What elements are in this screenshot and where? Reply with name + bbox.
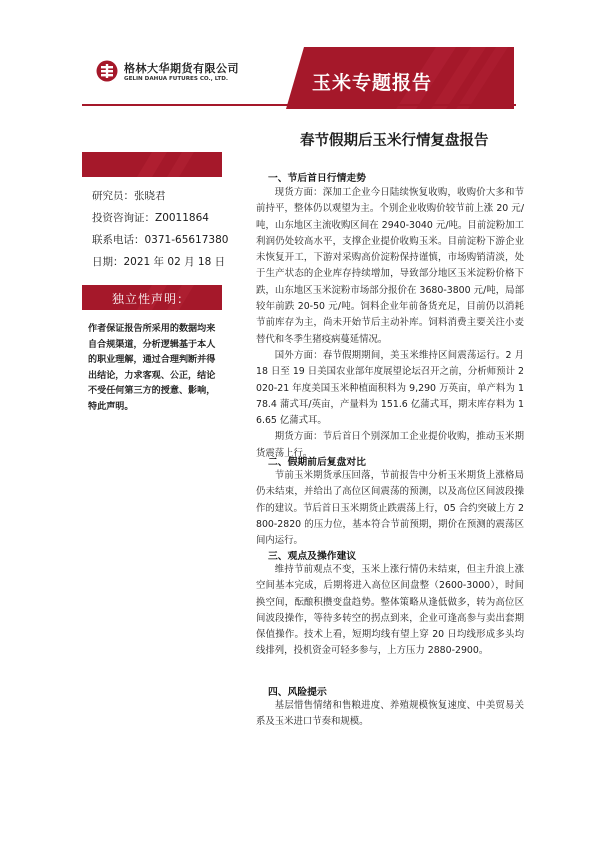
section-heading: 一、节后首日行情走势 — [268, 173, 366, 184]
section-heading: 四、风险提示 — [268, 687, 327, 698]
section-body — [256, 562, 524, 660]
header-divider — [82, 104, 516, 106]
analyst-name: 研究员：张晓君 — [92, 190, 166, 202]
paragraph: 现货方面：深加工企业今日陆续恢复收购，收购价大多和节前持平，整体仍以观望为主。个别企业收购价较节前上涨 20 元/吨，山东地区主流收购区间在 2940-3040 元/吨。目前淀粉加工利润仍处较高水平，支撑企业提价收购玉米。目前淀粉下游企业未恢复开工，下游对采购高价淀粉保持谨慎，市场购销清淡，处于生产状态的企业库存持续增加，导致部分地区玉米淀粉价格下跌，山东地区玉米淀粉市场部分报价在 3680-3800 元/吨，局部较年前跌 20-50 元/吨。饲料企业年前备货充足，目前仍以消耗节前库存为主，尚未开始节后主动补库。饲料消费主要关注小麦替代和冬季生猪疫病蔓延情况。 — [256, 187, 524, 345]
declaration-title: 独立性声明： — [112, 292, 191, 306]
paragraph: 期货方面：节后首日个别深加工企业提价收购，推动玉米期货震荡上行。 — [256, 431, 524, 459]
section-heading: 二、假期前后复盘对比 — [268, 457, 366, 468]
consulting-license: 投资咨询证：Z0011864 — [92, 212, 209, 224]
section-body — [256, 698, 524, 731]
sidebar-top-band — [82, 152, 222, 177]
report-type-title: 玉米专题报告 — [312, 72, 433, 94]
paragraph: 维持节前观点不变，玉米上涨行情仍未结束，但主升浪上涨空间基本完成，后期将进入高位区间盘整（2600-3000），时间换空间，酝酿积攒变盘趋势。整体策略从逢低做多，转为高位区间波段操作，等待多转空的拐点到来，企业可逢高参与卖出套期保值操作。技术上看，短期均线有望上穿 20 日均线形成多头均线排列，投机资金可轻多参与，上方压力 2880-2900。 — [256, 564, 524, 657]
section-body — [256, 468, 524, 549]
report-date: 日期：2021 年 02 月 18 日 — [92, 256, 226, 268]
company-name-en: GELIN DAHUA FUTURES CO., LTD. — [124, 76, 228, 82]
company-logo-icon — [96, 60, 118, 82]
document-title: 春节假期后玉米行情复盘报告 — [300, 133, 489, 149]
contact-phone: 联系电话：0371-65617380 — [92, 234, 229, 246]
paragraph: 基层惜售情绪和售粮进度、养殖规模恢复速度、中美贸易关系及玉米进口节奏和规模。 — [256, 700, 524, 728]
section-body — [256, 185, 524, 462]
paragraph: 节前玉米期货承压回落，节前报告中分析玉米期货上涨格局仍未结束，并给出了高位区间震荡的预测，以及高位区间波段操作的建议。节后首日玉米期货止跌震荡上行，05 合约突破上方 2800-2820 的压力位，基本符合节前预期，期价在预测的震荡区间内运行。 — [256, 470, 524, 547]
paragraph: 国外方面：春节假期期间，美玉米维持区间震荡运行。2 月 18 日至 19 日美国农业部年度展望论坛召开之前，分析师预计 2020-21 年度美国玉米种植面积料为 9,290 万英亩，单产料为 178.4 蒲式耳/英亩，产量料为 151.6 亿蒲式耳，期末库存料为 16.65 亿蒲式耳。 — [256, 349, 524, 427]
company-name-cn: 格林大华期货有限公司 — [124, 62, 239, 75]
declaration-text: 作者保证报告所采用的数据均来自合规渠道，分析逻辑基于本人的职业理解，通过合理判断并得出结论，力求客观、公正，结论不受任何第三方的授意、影响，特此声明。 — [88, 324, 216, 412]
section-heading: 三、观点及操作建议 — [268, 551, 357, 562]
